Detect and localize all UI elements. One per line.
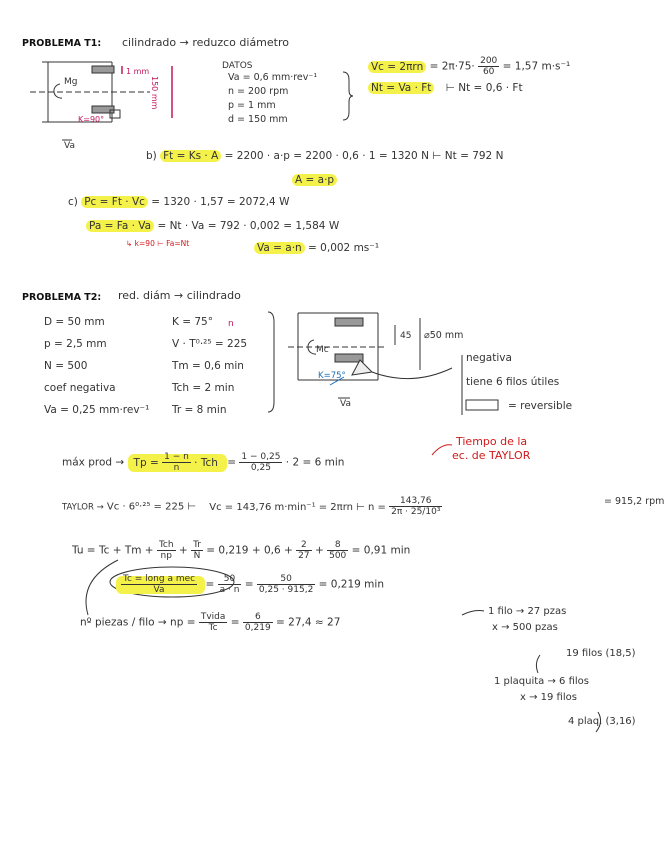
t1-nt-result: ⊢ Nt = 0,6 · Ft [445,82,523,94]
t2-note-reversible: = reversible [508,400,573,412]
t2-turning-diagram [288,313,452,380]
t2-tu-frac-3: $\frac{2}{27}$ [298,540,310,561]
t2-dim-45: 45 [400,331,412,341]
t2-tu-result: = 0,219 + 0,6 + [206,544,297,557]
t1-c-row [68,196,289,208]
t2-rule-5: 4 plaq. (3,16) [568,716,636,727]
t1-datos-label: DATOS [222,61,253,71]
t2-taylor-label: TAYLOR → [62,502,104,513]
t1-nt-highlight: Nt = Va · Ft [368,82,434,94]
t2-taylor-eq: Vc · 6⁰·²⁵ = 225 ⊢ [106,501,197,513]
t1-c-highlight: Pc = Ft · Vc [81,196,148,208]
t2-rule-0: 1 filo → 27 pzas [488,606,567,617]
t2-tc-frac-1: $\frac{50}{a \cdot n}$ [219,574,240,595]
t1-subtitle: cilindrado → reduzco diámetro [122,36,289,49]
t1-area-row [292,174,337,186]
t2-maxprod-label: máx prod → [62,456,125,469]
t1-vc-row [368,56,570,77]
t1-k-label: K=90° [78,115,105,124]
t1-pa-row [86,220,339,232]
t2-maxprod-row: máx prod → Tp = $\frac{1 - n}{n}$ · Tch = $\frac{1 - 0,25}{0,25}$ · 2 = 6 min [62,452,345,473]
t1-area-highlight: A = a·p [292,174,337,186]
t1-dato-0: Va = 0,6 mm·rev⁻¹ [228,72,318,83]
t2-np-frac-2: $\frac{6}{0,219}$ [244,612,271,633]
t2-k-label: K=75° [318,371,346,381]
t2-left-0: D = 50 mm [44,316,105,328]
t1-c-eq: = 1320 · 1,57 = 2072,4 W [151,196,290,208]
t2-tc-row: Tc = long a mec Va = $\frac{50}{a \cdot n}$ = $\frac{50}{0,25 \cdot 915,2}$ = 0,219 min [116,574,384,595]
t1-dim-d: 150 mm [150,76,159,110]
t2-tc-result: = 0,219 min [318,578,384,591]
t1-dato-1: n = 200 rpm [228,86,289,97]
t1-title: PROBLEMA T1: [22,38,102,49]
t1-b-row [146,150,503,162]
t1-va-result: = 0,002 ms⁻¹ [308,242,380,254]
t2-n-mark: n [228,319,234,329]
t1-vc-highlight: Vc = 2πrn [368,61,426,73]
t2-taylor-n-frac: $\frac{143,76}{\text{2π · 25/10³}}$ [391,496,441,517]
t2-tc-highlight: Tc = long a mec Va [116,576,205,594]
t1-dato-2: p = 1 mm [228,100,276,111]
t1-vc-frac: $\frac{200}{60}$ [480,56,498,77]
t2-tp-eq-frac: $\frac{1 - 0,25}{0,25}$ [241,452,281,473]
t2-taylor-note-2: ec. de TAYLOR [452,449,531,462]
t2-dim-d: ⌀50 mm [424,330,464,341]
t1-dim-a: 1 mm [126,67,150,76]
t2-tp-highlight: Tp = $\frac{1 - n}{n}$ · Tch [128,454,228,472]
t1-va-highlight: Va = a·n [254,242,305,254]
t1-mg-label: Mg [64,77,78,87]
t2-tu-frac-tch: Tch np [158,540,174,561]
t2-tu-row: Tu = Tc + Tm + Tch np + $\frac{Tr}{N}$ = 0,219 + 0,6 + $\frac{2}{27}$ + $\frac{8}{500}$ = 0,91 min [72,540,411,561]
t1-pa-eq: = Nt · Va = 792 · 0,002 = 1,584 W [157,220,340,232]
t2-left-2: N = 500 [44,360,88,372]
t2-taylor-n-result: = 915,2 rpm [604,496,664,507]
t2-np-lhs: np = [170,616,196,629]
t2-right-4: Tr = 8 min [172,404,227,416]
t1-pa-highlight: Pa = Fa · Va [86,220,154,232]
t2-taylor-note-1: Tiempo de la [456,435,528,448]
t2-tp-result: · 2 = 6 min [285,456,345,469]
t1-va-label: Va [64,141,75,151]
t2-np-frac: Tvida Tc [200,612,226,633]
t2-rule-4: x → 19 filos [520,692,577,703]
t2-np-result: = 27,4 ≈ 27 [276,616,341,629]
t2-right-3: Tch = 2 min [172,382,235,394]
t1-vc-eq: = 2π·75· [429,60,475,73]
t2-note-negativa: negativa [466,352,512,364]
t2-np-row: nº piezas / filo → np = Tvida Tc = $\frac{6}{0,219}$ = 27,4 ≈ 27 [80,612,341,633]
t1-b-eq: = 2200 · a·p = 2200 · 0,6 · 1 = 1320 N ⊢ Nt = 792 N [224,150,504,162]
t1-nt-row [368,82,523,94]
t1-c-label: c) [68,196,78,208]
t2-subtitle: red. diám → cilindrado [118,289,241,302]
t2-right-2: Tm = 0,6 min [172,360,244,372]
insert-rect-icon [466,400,498,410]
t2-tu-frac-4: $\frac{8}{500}$ [329,540,347,561]
t2-rule-1: x → 500 pzas [492,622,558,633]
t2-note-filos: tiene 6 filos útiles [466,376,560,388]
t2-right-1: V · T⁰·²⁵ = 225 [172,338,248,350]
t1-b-highlight: Ft = Ks · A [160,150,221,162]
t2-left-3: coef negativa [44,382,116,394]
t2-tu-frac-tr: $\frac{Tr}{N}$ [193,540,201,561]
t2-va-label: Va [340,399,351,409]
t2-left-4: Va = 0,25 mm·rev⁻¹ [44,404,150,416]
t2-taylor-row [62,496,442,517]
t1-pa-note: ↳ k=90 ⊢ Fa=Nt [126,239,190,248]
t2-mc-label: Mc [316,345,329,355]
t1-va-row [254,242,379,254]
t2-tu-lhs: Tu = Tc + Tm + [72,544,154,557]
t2-left-1: p = 2,5 mm [44,338,107,350]
t2-np-label: nº piezas / filo → [80,616,167,629]
t2-right-0: K = 75° [172,316,213,328]
t1-dato-3: d = 150 mm [228,114,288,125]
t2-rule-3: 1 plaquita → 6 filos [494,676,589,687]
t2-taylor-vc: Vc = 143,76 m·min⁻¹ = 2πrn ⊢ n = [209,501,386,513]
t1-vc-result: = 1,57 m·s⁻¹ [502,60,571,73]
t2-tu-end: = 0,91 min [351,544,411,557]
t2-title: PROBLEMA T2: [22,292,102,303]
t1-b-label: b) [146,150,157,162]
t2-rule-2: 19 filos (18,5) [566,648,636,659]
t2-tc-frac-2: $\frac{50}{0,25 \cdot 915,2}$ [258,574,314,595]
